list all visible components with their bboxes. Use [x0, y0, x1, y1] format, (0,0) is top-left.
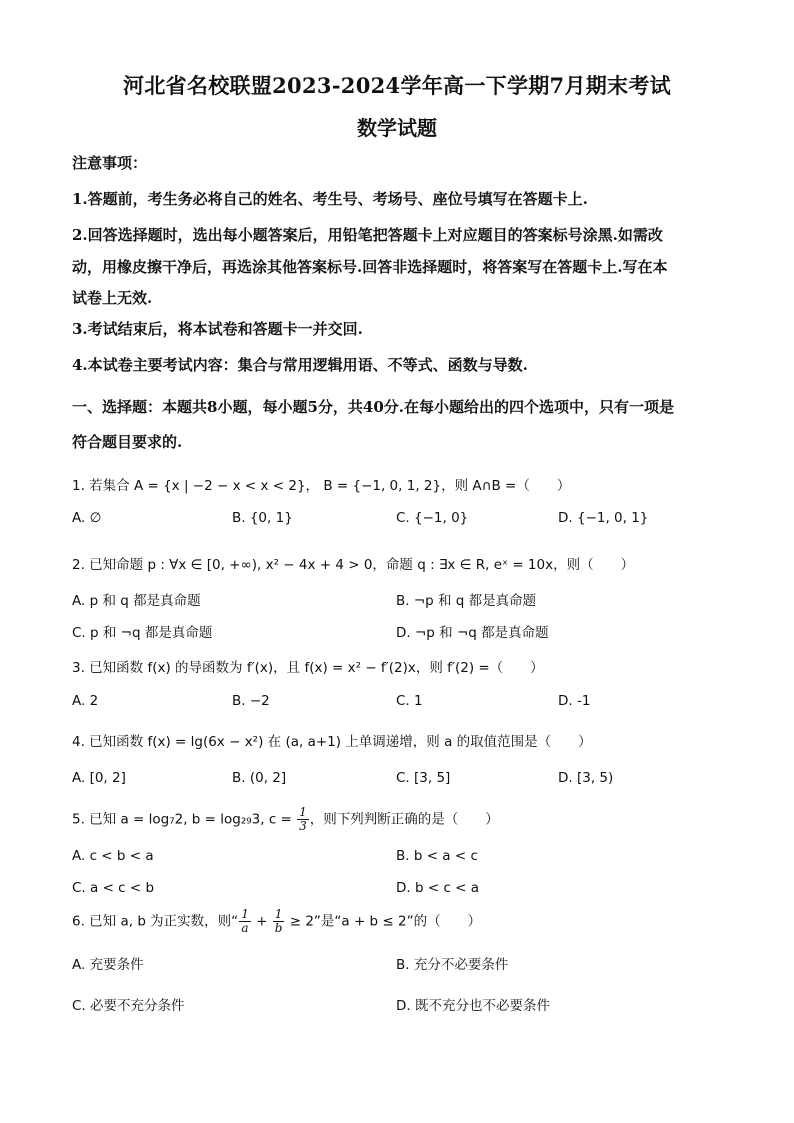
section-heading-cont: 符合题目要求的. [72, 433, 183, 451]
section-heading: 一、选择题：本题共8小题，每小题5分，共40分.在每小题给出的四个选项中，只有一项是 [72, 398, 674, 416]
fraction [239, 908, 251, 935]
option-c: C. a < c < b [72, 880, 155, 896]
option-a: A. [0, 2] [72, 770, 126, 786]
option-b: B. ¬p 和 q 都是真命题 [396, 593, 537, 609]
notes-heading: 注意事项： [72, 154, 148, 172]
option-d: D. 既不充分也不必要条件 [396, 998, 550, 1014]
stem-text: 6. 已知 a, b 为正实数，则“ [72, 913, 239, 930]
option-d: D. [3, 5) [558, 770, 614, 786]
note-item: 动，用橡皮擦干净后，再选涂其他答案标号.回答非选择题时，将答案写在答题卡上.写在本 [72, 258, 668, 276]
fraction [297, 806, 309, 833]
fraction-numerator: 1 [273, 908, 285, 922]
option-b: B. {0, 1} [232, 510, 293, 526]
option-c: C. {−1, 0} [396, 510, 469, 526]
question-stem: 4. 已知函数 f(x) = lg(6x − x²) 在 (a, a+1) 上单调递增，则 a 的取值范围是（ ） [72, 734, 592, 750]
note-item: 试卷上无效. [72, 289, 153, 307]
option-d: D. b < c < a [396, 880, 480, 896]
option-b: B. 充分不必要条件 [396, 957, 509, 973]
option-d: D. ¬p 和 ¬q 都是真命题 [396, 625, 549, 641]
fraction-denominator: 3 [299, 819, 307, 833]
option-c: C. 1 [396, 693, 423, 709]
option-a: A. p 和 q 都是真命题 [72, 593, 201, 609]
option-d: D. -1 [558, 693, 591, 709]
note-item: 2.回答选择题时，选出每小题答案后，用铅笔把答题卡上对应题目的答案标号涂黑.如需改 [72, 226, 663, 244]
option-c: C. 必要不充分条件 [72, 998, 185, 1014]
stem-text: ≥ 2”是“a + b ≤ 2”的（ ） [285, 913, 482, 930]
note-item: 3.考试结束后，将本试卷和答题卡一并交回. [72, 320, 363, 338]
question-stem: 2. 已知命题 p : ∀x ∈ [0, +∞), x² − 4x + 4 > 0，命题 q : ∃x ∈ R, eˣ = 10x，则（ ） [72, 557, 635, 573]
question-stem: 3. 已知函数 f(x) 的导函数为 f′(x)，且 f(x) = x² − f′(2)x，则 f′(2) =（ ） [72, 660, 544, 676]
exam-subtitle: 数学试题 [357, 116, 437, 140]
fraction-numerator: 1 [299, 805, 307, 819]
question-stem: 1. 若集合 A = {x | −2 − x < x < 2}， B = {−1, 0, 1, 2}，则 A∩B =（ ） [72, 478, 571, 494]
fraction-denominator: b [274, 921, 283, 935]
option-c: C. p 和 ¬q 都是真命题 [72, 625, 213, 641]
fraction-denominator: a [241, 921, 249, 935]
stem-text: ，则下列判断正确的是（ ） [309, 811, 499, 828]
option-a: A. ∅ [72, 510, 102, 526]
option-a: A. 2 [72, 693, 99, 709]
fraction [273, 908, 285, 935]
option-c: C. [3, 5] [396, 770, 451, 786]
note-item: 4.本试卷主要考试内容：集合与常用逻辑用语、不等式、函数与导数. [72, 356, 528, 374]
stem-text: 5. 已知 a = log₇2, b = log₂₉3, c = [72, 811, 297, 828]
option-a: A. c < b < a [72, 848, 154, 864]
plus-sign: + [251, 913, 272, 930]
fraction-numerator: 1 [241, 907, 249, 921]
option-b: B. b < a < c [396, 848, 478, 864]
exam-title: 河北省名校联盟2023-2024学年高一下学期7月期末考试 [123, 73, 671, 98]
question-stem [72, 806, 499, 833]
option-b: B. (0, 2] [232, 770, 287, 786]
note-item: 1.答题前，考生务必将自己的姓名、考生号、考场号、座位号填写在答题卡上. [72, 190, 588, 208]
option-d: D. {−1, 0, 1} [558, 510, 649, 526]
option-a: A. 充要条件 [72, 957, 144, 973]
option-b: B. −2 [232, 693, 270, 709]
question-stem [72, 908, 481, 935]
